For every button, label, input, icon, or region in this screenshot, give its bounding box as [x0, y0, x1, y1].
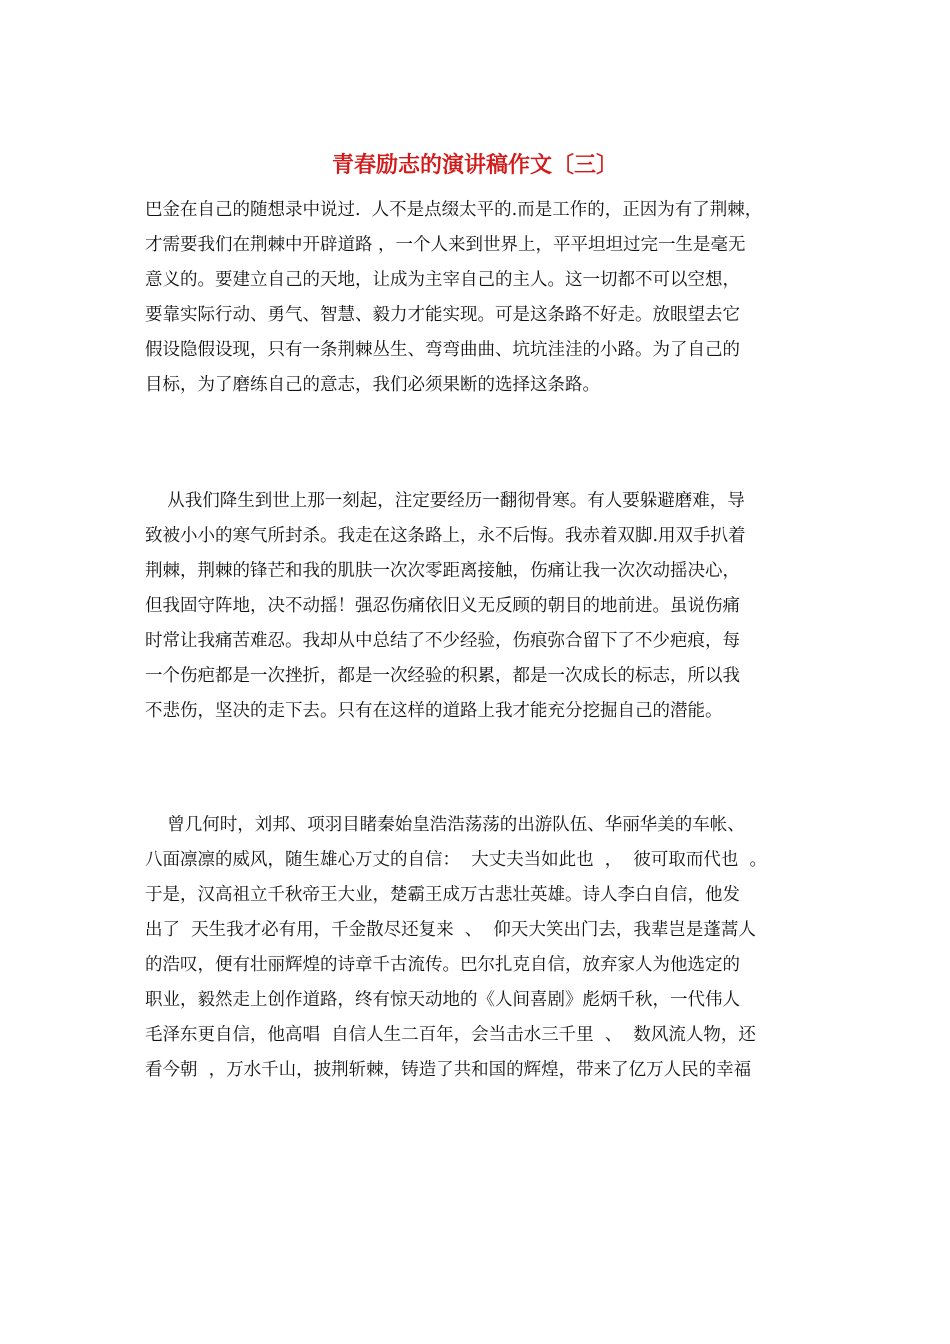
- paragraph-2: [145, 484, 845, 729]
- paragraph-line: 职业，毅然走上创作道路，终有惊天动地的《人间喜剧》彪炳千秋，一代伟人: [145, 990, 740, 1010]
- paragraph-line: 但我固守阵地，决不动摇！强忍伤痛依旧义无反顾的朝目的地前进。虽说伤痛: [145, 596, 740, 616]
- paragraph-line: 要靠实际行动、勇气、智慧、毅力才能实现。可是这条路不好走。放眼望去它: [145, 305, 740, 325]
- paragraph-line: 曾几何时，刘邦、项羽目睹秦始皇浩浩荡荡的出游队伍、华丽华美的车帐、: [145, 815, 745, 835]
- paragraph-line: 从我们降生到世上那一刻起，注定要经历一翻彻骨寒。有人要躲避磨难，导: [145, 491, 745, 511]
- paragraph-line: 荆棘，荆棘的锋芒和我的肌肤一次次零距离接触，伤痛让我一次次动摇决心，: [145, 561, 740, 581]
- paragraph-line: 目标，为了磨练自己的意志，我们必须果断的选择这条路。: [145, 375, 600, 395]
- paragraph-line: 一个伤疤都是一次挫折，都是一次经验的积累，都是一次成长的标志，所以我: [145, 666, 740, 686]
- paragraph-line: 的浩叹，便有壮丽辉煌的诗章千古流传。巴尔扎克自信，放弃家人为他选定的: [145, 955, 740, 975]
- paragraph-line: 出了 天生我才必有用，千金散尽还复来 、 仰天大笑出门去，我辈岂是蓬蒿人: [145, 920, 756, 940]
- paragraph-line: 意义的。要建立自己的天地，让成为主宰自己的主人。这一切都不可以空想，: [145, 270, 740, 290]
- paragraph-line: 看今朝 ，万水千山，披荆斩棘，铸造了共和国的辉煌，带来了亿万人民的幸福: [145, 1060, 752, 1080]
- paragraph-line: 八面凛凛的威风，随生雄心万丈的自信： 大丈夫当如此也 ， 彼可取而代也 。: [145, 850, 767, 870]
- paragraph-line: 毛泽东更自信，他高唱 自信人生二百年，会当击水三千里 、 数风流人物，还: [145, 1025, 756, 1045]
- paragraph-line: 致被小小的寒气所封杀。我走在这条路上，永不后悔。我赤着双脚.用双手扒着: [145, 526, 746, 546]
- paragraph-3: [145, 808, 845, 1088]
- paragraph-line: 巴金在自己的随想录中说过. 人不是点缀太平的.而是工作的，正因为有了荆棘，: [145, 200, 763, 220]
- page-title: 青春励志的演讲稿作文〔三〕: [331, 152, 618, 178]
- paragraph-1: [145, 193, 845, 403]
- paragraph-line: 才需要我们在荆棘中开辟道路 ，一个人来到世界上，平平坦坦过完一生是毫无: [145, 235, 746, 255]
- paragraph-line: 时常让我痛苦难忍。我却从中总结了不少经验，伤痕弥合留下了不少疤痕，每: [145, 631, 740, 651]
- paragraph-line: 假设隐假设现，只有一条荆棘丛生、弯弯曲曲、坑坑洼洼的小路。为了自己的: [145, 340, 740, 360]
- paragraph-line: 于是，汉高祖立千秋帝王大业，楚霸王成万古悲壮英雄。诗人李白自信，他发: [145, 885, 740, 905]
- paragraph-line: 不悲伤，坚决的走下去。只有在这样的道路上我才能充分挖掘自己的潜能。: [145, 701, 723, 721]
